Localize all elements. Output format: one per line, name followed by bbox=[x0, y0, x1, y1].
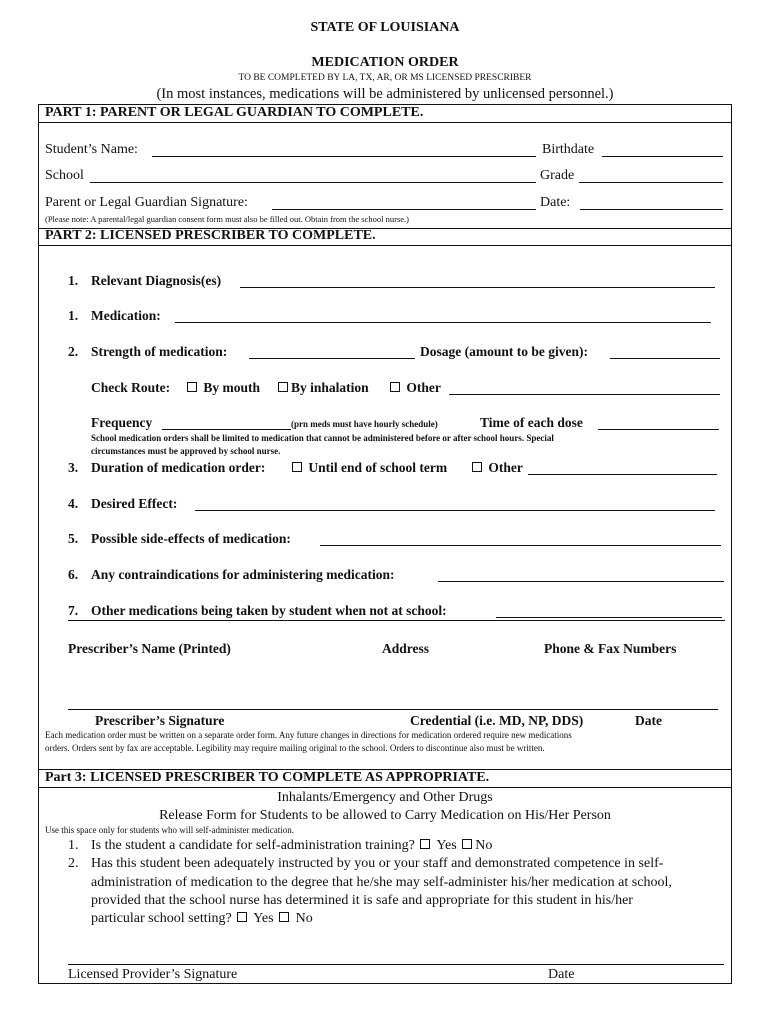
duration-label: Duration of medication order: bbox=[91, 460, 266, 475]
divider bbox=[38, 245, 732, 246]
route-inhalation-option[interactable] bbox=[276, 380, 369, 396]
side-effects-number: 5. bbox=[68, 531, 79, 546]
phone-fax-label: Phone & Fax Numbers bbox=[544, 641, 677, 656]
part1-heading: PART 1: PARENT OR LEGAL GUARDIAN TO COMPLETE. bbox=[45, 105, 424, 120]
q1-label: Is the student a candidate for self-administration training? bbox=[91, 838, 415, 853]
part3-subheading1: Inhalants/Emergency and Other Drugs bbox=[277, 790, 493, 805]
q2-line4-row bbox=[91, 911, 313, 927]
duration-number: 3. bbox=[68, 460, 79, 475]
q2-line3: provided that the school nurse has determined it is safe and appropriate for this student in his/her bbox=[91, 893, 633, 908]
dosage-label: Dosage (amount to be given): bbox=[420, 344, 588, 359]
checkbox-icon[interactable] bbox=[279, 912, 289, 922]
frequency-label: Frequency bbox=[91, 415, 153, 430]
route-inhalation-label: By inhalation bbox=[291, 380, 369, 395]
time-of-dose-field[interactable] bbox=[598, 429, 719, 430]
q2-yes-label: Yes bbox=[253, 911, 274, 926]
instances-note: (In most instances, medications will be administered by unlicensed personnel.) bbox=[156, 86, 614, 102]
checkbox-icon[interactable] bbox=[472, 462, 482, 472]
route-mouth-option[interactable] bbox=[185, 380, 260, 396]
time-of-dose-label: Time of each dose bbox=[480, 415, 583, 430]
duration-until-option[interactable] bbox=[290, 460, 447, 476]
medication-number: 1. bbox=[68, 308, 79, 323]
q1-no-label: No bbox=[475, 838, 493, 853]
checkbox-icon[interactable] bbox=[292, 462, 302, 472]
side-effects-label: Possible side-effects of medication: bbox=[91, 531, 291, 546]
part2-heading: PART 2: LICENSED PRESCRIBER TO COMPLETE. bbox=[45, 228, 376, 243]
provider-date-label: Date bbox=[548, 967, 575, 982]
form-subtitle: TO BE COMPLETED BY LA, TX, AR, OR MS LICENSED PRESCRIBER bbox=[238, 73, 532, 83]
effect-field[interactable] bbox=[195, 510, 715, 511]
frequency-field[interactable] bbox=[162, 429, 291, 430]
divider bbox=[38, 787, 732, 788]
q2-line1: Has this student been adequately instructed by you or your staff and demonstrated competence in self- bbox=[91, 856, 664, 871]
provider-signature-label: Licensed Provider’s Signature bbox=[68, 967, 238, 982]
route-other-label: Other bbox=[406, 380, 441, 395]
contra-field[interactable] bbox=[438, 581, 724, 582]
q1-text bbox=[91, 838, 492, 854]
state-title: STATE OF LOUISIANA bbox=[310, 20, 460, 35]
birthdate-label: Birthdate bbox=[542, 142, 595, 157]
limit-note-line1: School medication orders shall be limited to medication that cannot be administered before or after school hours. Special bbox=[91, 433, 554, 443]
contra-number: 6. bbox=[68, 567, 79, 582]
diagnosis-field[interactable] bbox=[240, 287, 715, 288]
school-label: School bbox=[45, 168, 84, 183]
prescriber-signature-field[interactable] bbox=[68, 709, 718, 710]
duration-other-label: Other bbox=[488, 460, 523, 475]
q2-line4: particular school setting? bbox=[91, 911, 232, 926]
checkbox-icon[interactable] bbox=[187, 382, 197, 392]
student-name-label: Student’s Name: bbox=[45, 142, 138, 157]
duration-other-option[interactable] bbox=[470, 460, 523, 476]
guardian-signature-field[interactable] bbox=[272, 209, 536, 210]
q2-line2: administration of medication to the degree that he/she may self-administer his/her medication at school, bbox=[91, 875, 672, 890]
effect-label: Desired Effect: bbox=[91, 496, 178, 511]
duration-until-label: Until end of school term bbox=[308, 460, 448, 475]
provider-signature-field[interactable] bbox=[68, 964, 724, 965]
consent-note: (Please note: A parental/legal guardian consent form must also be filled out. Obtain from the school nurse.) bbox=[45, 214, 409, 224]
prescriber-signature-label: Prescriber’s Signature bbox=[95, 713, 225, 728]
q2-no-label: No bbox=[295, 911, 313, 926]
checkbox-icon[interactable] bbox=[390, 382, 400, 392]
strength-label: Strength of medication: bbox=[91, 344, 228, 359]
form-title: MEDICATION ORDER bbox=[311, 55, 459, 70]
order-footnote-line2: orders. Orders sent by fax are acceptable. Legibility may require mailing original to the school. Orders to discontinue also must be written. bbox=[45, 743, 545, 753]
route-mouth-label: By mouth bbox=[203, 380, 261, 395]
grade-field[interactable] bbox=[579, 182, 723, 183]
route-label: Check Route: bbox=[91, 380, 171, 395]
self-administer-note: Use this space only for students who will self-administer medication. bbox=[45, 825, 294, 835]
student-name-field[interactable] bbox=[152, 156, 536, 157]
other-meds-number: 7. bbox=[68, 603, 79, 618]
school-field[interactable] bbox=[90, 182, 536, 183]
part3-heading: Part 3: LICENSED PRESCRIBER TO COMPLETE AS APPROPRIATE. bbox=[45, 770, 490, 785]
route-other-option[interactable] bbox=[388, 380, 441, 396]
checkbox-icon[interactable] bbox=[420, 839, 430, 849]
date-label: Date: bbox=[540, 195, 571, 210]
q1-yes-label: Yes bbox=[436, 838, 457, 853]
prn-note: (prn meds must have hourly schedule) bbox=[291, 419, 438, 429]
section-rule bbox=[68, 620, 725, 621]
effect-number: 4. bbox=[68, 496, 79, 511]
checkbox-icon[interactable] bbox=[462, 839, 472, 849]
prescriber-name-label: Prescriber’s Name (Printed) bbox=[68, 641, 231, 656]
diagnosis-number: 1. bbox=[68, 273, 79, 288]
q2-number: 2. bbox=[68, 856, 79, 871]
checkbox-icon[interactable] bbox=[237, 912, 247, 922]
order-footnote-line1: Each medication order must be written on a separate order form. Any future changes in directions for medication ordered require new medications bbox=[45, 730, 572, 740]
diagnosis-label: Relevant Diagnosis(es) bbox=[91, 273, 222, 288]
signature-date-label: Date bbox=[635, 713, 662, 728]
side-effects-field[interactable] bbox=[320, 545, 721, 546]
duration-other-field[interactable] bbox=[528, 474, 717, 475]
grade-label: Grade bbox=[540, 168, 575, 183]
limit-note-line2: circumstances must be approved by school nurse. bbox=[91, 446, 281, 456]
route-other-field[interactable] bbox=[449, 394, 720, 395]
date-field[interactable] bbox=[580, 209, 723, 210]
medication-label: Medication: bbox=[91, 308, 161, 323]
dosage-field[interactable] bbox=[610, 358, 720, 359]
q1-number: 1. bbox=[68, 838, 79, 853]
strength-number: 2. bbox=[68, 344, 79, 359]
part3-subheading2: Release Form for Students to be allowed to Carry Medication on His/Her Person bbox=[159, 808, 611, 823]
address-label: Address bbox=[382, 641, 430, 656]
other-meds-label: Other medications being taken by student when not at school: bbox=[91, 603, 447, 618]
other-meds-field[interactable] bbox=[496, 617, 722, 618]
birthdate-field[interactable] bbox=[602, 156, 723, 157]
checkbox-icon[interactable] bbox=[278, 382, 288, 392]
guardian-signature-label: Parent or Legal Guardian Signature: bbox=[45, 195, 248, 210]
strength-field[interactable] bbox=[249, 358, 415, 359]
medication-field[interactable] bbox=[175, 322, 711, 323]
divider bbox=[38, 122, 732, 123]
credential-label: Credential (i.e. MD, NP, DDS) bbox=[410, 713, 584, 728]
contra-label: Any contraindications for administering medication: bbox=[91, 567, 395, 582]
